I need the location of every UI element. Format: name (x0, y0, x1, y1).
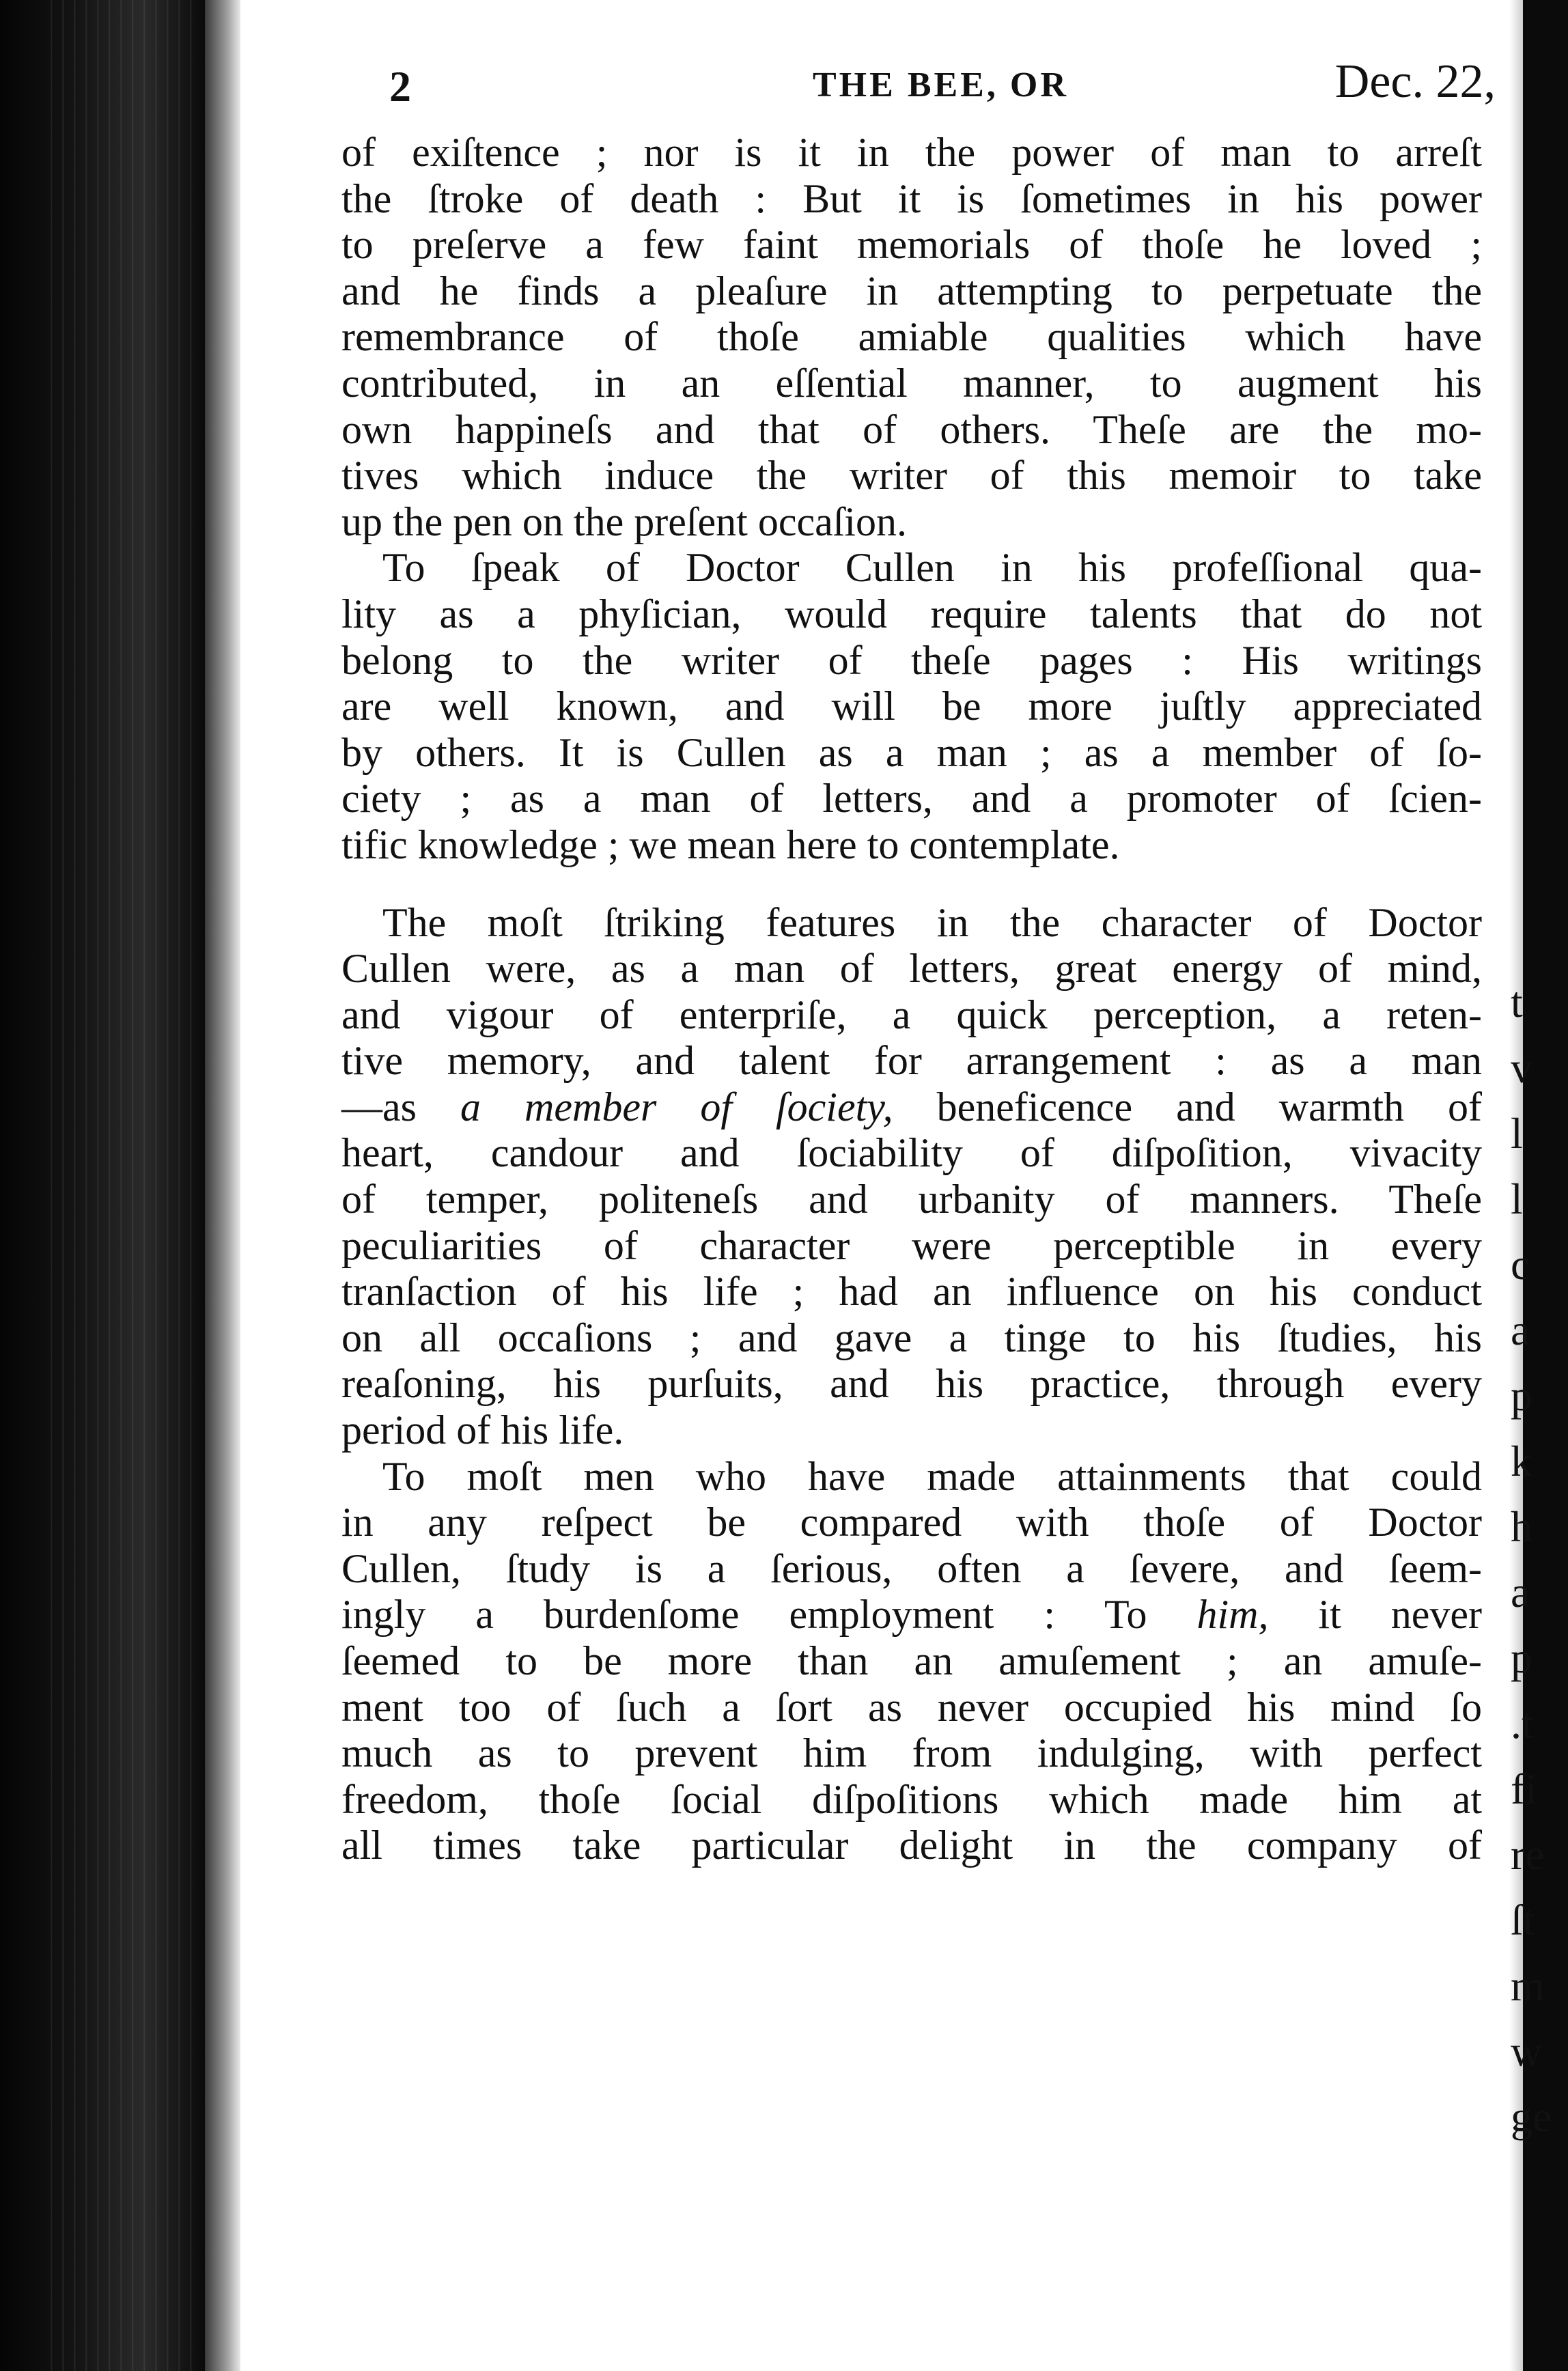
text-line: tific knowledge ; we mean here to contemplate. (341, 822, 1120, 867)
text-line: up the pen on the preſent occaſion. (341, 499, 908, 544)
text-line: by others. It is Cullen as a man ; as a member of ſo- (341, 729, 1482, 775)
section-gap (341, 869, 1482, 900)
text-fragment: —as (341, 1084, 417, 1130)
facing-page-fragment: p (1511, 1633, 1532, 1682)
facing-page-fragment: t (1511, 978, 1523, 1026)
paragraph-4 (341, 1454, 1482, 1869)
text-fragment: it never (1318, 1592, 1482, 1638)
text-line: contributed, in an eſſential manner, to augment his (341, 360, 1482, 406)
text-line: peculiarities of character were perceptible in every (341, 1222, 1482, 1268)
text-line: To ſpeak of Doctor Cullen in his profeſſional qua- (382, 545, 1482, 591)
book-binding-texture (41, 0, 198, 2371)
facing-page-fragment: a (1511, 1568, 1530, 1616)
text-line: on all occaſions ; and gave a tinge to his ſtudies, his (341, 1315, 1482, 1360)
text-line: period of his life. (341, 1407, 624, 1453)
text-line: tranſaction of his life ; had an influence on his conduct (341, 1269, 1482, 1315)
text-line-with-italic (341, 1592, 1482, 1638)
text-line: Cullen, ſtudy is a ſerious, often a ſevere, and ſeem- (341, 1545, 1482, 1591)
page-edge-shadow (205, 0, 240, 2371)
facing-page-fragment: w (1511, 2027, 1543, 2075)
italic-word: him, (1196, 1592, 1269, 1638)
text-line: belong to the writer of theſe pages : His writings (341, 637, 1482, 683)
facing-page-fragment: p (1511, 1371, 1532, 1420)
text-line: in any reſpect be compared with thoſe of Doctor (341, 1500, 1482, 1545)
facing-page-fragment: ge (1511, 2092, 1552, 2141)
facing-page-fragment: ſt (1511, 1896, 1535, 1944)
text-line: and vigour of enterpriſe, a quick perception, a reten- (341, 992, 1482, 1037)
text-fragment: beneficence and warmth of (936, 1084, 1483, 1130)
text-line: ciety ; as a man of letters, and a promoter of ſcien- (341, 776, 1482, 822)
text-line: own happineſs and that of others. Theſe are the mo- (341, 406, 1482, 452)
text-fragment: ingly a burdenſome employment : To (341, 1592, 1147, 1638)
facing-page-fragments (1511, 970, 1568, 2144)
page-number: 2 (389, 62, 411, 111)
running-header (341, 48, 1496, 130)
paragraph-3 (341, 900, 1482, 1454)
facing-page-fragment: a (1511, 1306, 1530, 1354)
facing-page-fragment: v (1511, 1043, 1532, 1092)
facing-page-fragment: m (1511, 1961, 1545, 2010)
facing-page-fragment: h (1511, 1502, 1532, 1551)
text-line: To moſt men who have made attainments that could (382, 1453, 1482, 1499)
paragraph-2 (341, 545, 1482, 868)
running-title: THE BEE, OR (813, 66, 1069, 104)
facing-page-fragment: .t (1511, 1699, 1534, 1748)
book-page (341, 48, 1496, 1869)
text-line: are well known, and will be more juſtly appreciated (341, 684, 1482, 729)
text-line: ment too of ſuch a ſort as never occupied his mind ſo (341, 1684, 1482, 1730)
text-line: freedom, thoſe ſocial diſpoſitions which made him at (341, 1776, 1482, 1822)
text-line: lity as a phyſician, would require talents that do not (341, 591, 1482, 636)
text-line: reaſoning, his purſuits, and his practice, through every (341, 1361, 1482, 1407)
text-line: The moſt ſtriking features in the character of Doctor (382, 899, 1482, 945)
text-line: tive memory, and talent for arrangement : as a man (341, 1038, 1482, 1084)
text-line: of temper, politeneſs and urbanity of manners. Theſe (341, 1177, 1482, 1222)
facing-page-fragment: fi (1511, 1765, 1538, 1813)
text-line: tives which induce the writer of this memoir to take (341, 453, 1482, 499)
text-line: the ſtroke of death : But it is ſometimes in his power (341, 176, 1482, 221)
text-line-with-italic (341, 1084, 1482, 1131)
body-text (341, 130, 1482, 1869)
text-line: much as to prevent him from indulging, with perfect (341, 1730, 1482, 1776)
text-line: and he finds a pleaſure in attempting to perpetuate the (341, 268, 1482, 313)
text-line: heart, candour and ſociability of diſpoſition, vivacity (341, 1130, 1482, 1176)
text-line: all times take particular delight in the company of (341, 1823, 1482, 1868)
facing-page-fragment: l (1511, 1109, 1523, 1158)
facing-page-fragment: l (1511, 1175, 1523, 1223)
facing-page-fragment: c (1511, 1240, 1530, 1289)
text-line: of exiſtence ; nor is it in the power of man to arreſt (341, 130, 1482, 175)
italic-phrase: a member of ſociety, (460, 1084, 893, 1130)
facing-page-fragment: k (1511, 1437, 1532, 1485)
paragraph-1 (341, 130, 1482, 545)
header-date: Dec. 22, (1334, 55, 1496, 108)
text-line: ſeemed to be more than an amuſement ; an amuſe- (341, 1638, 1482, 1683)
text-line: to preſerve a few faint memorials of thoſe he loved ; (341, 222, 1482, 268)
text-line: Cullen were, as a man of letters, great energy of mind, (341, 946, 1482, 992)
facing-page-fragment: re (1511, 1830, 1545, 1879)
text-line: remembrance of thoſe amiable qualities which have (341, 314, 1482, 360)
